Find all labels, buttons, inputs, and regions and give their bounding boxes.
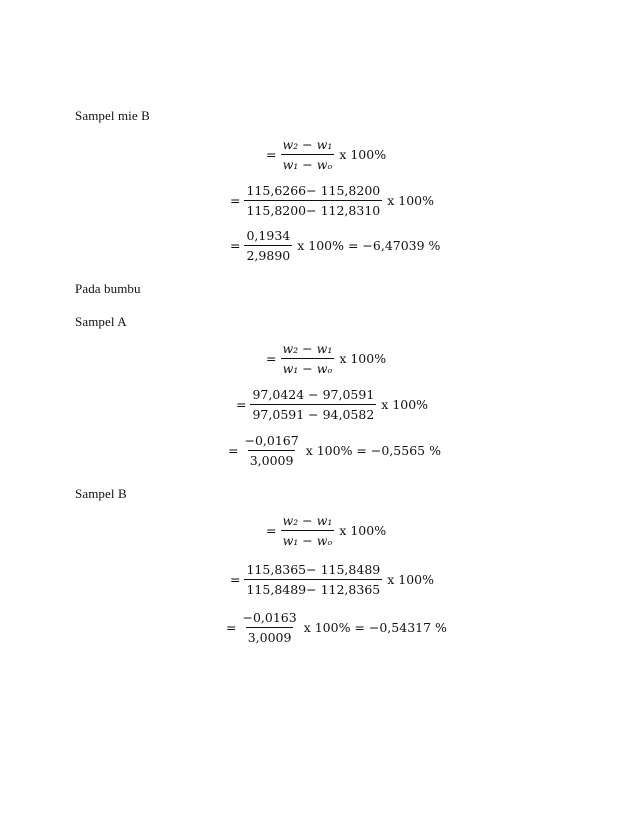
numerator: w₂ − w₁: [282, 341, 333, 356]
denominator: 3,0009: [248, 450, 296, 468]
equation-bumbu-b-substitution: [230, 562, 434, 597]
equals-sign: =: [236, 397, 247, 412]
equals-sign: =: [228, 443, 239, 458]
fraction: [280, 513, 334, 548]
numerator: 0,1934: [246, 228, 291, 243]
equation-mie-b-general: [266, 137, 386, 172]
equals-sign: =: [266, 523, 277, 538]
numerator: 97,0424 − 97,0591: [252, 387, 375, 402]
equals-sign: =: [226, 620, 237, 635]
result-value: x 100% = −0,5565 %: [305, 443, 441, 458]
numerator: −0,0163: [242, 610, 297, 625]
fraction: [244, 562, 382, 597]
numerator: w₂ − w₁: [282, 513, 333, 528]
denominator: w₁ − wₒ: [281, 530, 335, 548]
result-value: x 100% = −0,54317 %: [303, 620, 447, 635]
numerator: w₂ − w₁: [282, 137, 333, 152]
multiplier: x 100%: [387, 572, 434, 587]
multiplier: x 100%: [381, 397, 429, 412]
denominator: 2,9890: [244, 245, 292, 263]
denominator: w₁ − wₒ: [281, 358, 335, 376]
equals-sign: =: [230, 572, 241, 587]
fraction: [244, 228, 292, 263]
multiplier: x 100%: [339, 147, 387, 162]
fraction: [240, 610, 298, 645]
equation-mie-b-result: [230, 228, 440, 263]
multiplier: x 100%: [339, 523, 387, 538]
denominator: 115,8489− 112,8365: [244, 579, 382, 597]
equals-sign: =: [266, 351, 277, 366]
equals-sign: =: [230, 193, 241, 208]
numerator: 115,8365− 115,8489: [246, 562, 381, 577]
label-pada-bumbu: Pada bumbu: [75, 281, 141, 296]
result-value: x 100% = −6,47039 %: [297, 238, 441, 253]
fraction: [280, 341, 334, 376]
fraction: [244, 183, 382, 218]
multiplier: x 100%: [339, 351, 387, 366]
equation-bumbu-a-general: [266, 341, 386, 376]
denominator: 115,8200− 112,8310: [244, 200, 382, 218]
equation-bumbu-a-result: [228, 433, 441, 468]
equals-sign: =: [230, 238, 241, 253]
fraction: [242, 433, 300, 468]
numerator: 115,6266− 115,8200: [246, 183, 381, 198]
denominator: 3,0009: [246, 627, 294, 645]
fraction: [250, 387, 376, 422]
numerator: −0,0167: [244, 433, 299, 448]
denominator: 97,0591 − 94,0582: [250, 404, 376, 422]
equation-mie-b-substitution: [230, 183, 434, 218]
label-sampel-b: Sampel B: [75, 486, 127, 501]
multiplier: x 100%: [387, 193, 434, 208]
fraction: [280, 137, 334, 172]
label-sampel-mie-b: Sampel mie B: [75, 108, 150, 123]
equation-bumbu-b-result: [226, 610, 447, 645]
equation-bumbu-b-general: [266, 513, 386, 548]
denominator: w₁ − wₒ: [281, 154, 335, 172]
label-sampel-a: Sampel A: [75, 314, 127, 329]
equals-sign: =: [266, 147, 277, 162]
equation-bumbu-a-substitution: [236, 387, 428, 422]
